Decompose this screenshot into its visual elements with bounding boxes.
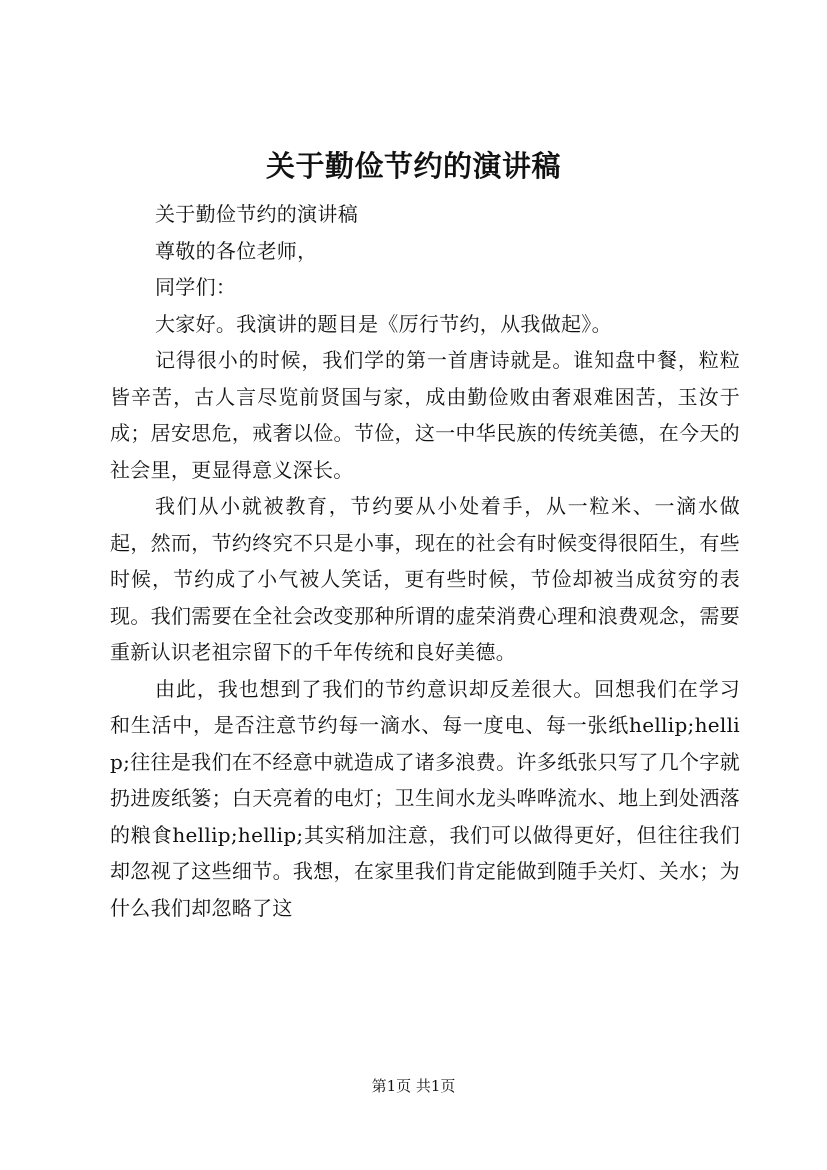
paragraph-body-2: 我们从小就被教育，节约要从小处着手，从一粒米、一滴水做起，然而，节约终究不只是小事，现在的社会有时候变得很陌生，有些时候，节约成了小气被人笑话，更有些时候，节俭却被当成贫穷的表现。我们需要在全社会改变那种所谓的虚荣消费心理和浪费观念，需要重新认识老祖宗留下的千年传统和良好美德。: [110, 494, 740, 664]
paragraph-salutation: 尊敬的各位老师，: [155, 238, 318, 263]
paragraph-greeting: 大家好。我演讲的题目是《厉行节约，从我做起》。: [155, 311, 612, 336]
paragraph-body-3: 由此，我也想到了我们的节约意识却反差很大。回想我们在学习和生活中，是否注意节约每一滴水、每一度电、每一张纸hellip;hellip;往往是我们在不经意中就造成了诸多浪费。许多纸张只写了几个字就扔进废纸篓；白天亮着的电灯；卫生间水龙头哗哗流水、地上到处洒落的粮食hellip;hellip;其实稍加注意，我们可以做得更好，但往往我们却忽视了这些细节。我想，在家里我们肯定能做到随手关灯、关水；为什么我们却忽略了这: [110, 676, 740, 920]
paragraph-body-1: 记得很小的时候，我们学的第一首唐诗就是。谁知盘中餐，粒粒皆辛苦，古人言尽览前贤国与家，成由勤俭败由奢艰难困苦，玉汝于成；居安思危，戒奢以俭。节俭，这一中华民族的传统美德，在今天的社会里，更显得意义深长。: [110, 348, 740, 482]
document-title: 关于勤俭节约的演讲稿: [265, 149, 561, 183]
page-footer: 第1页 共1页: [371, 1077, 456, 1095]
paragraph-heading: 关于勤俭节约的演讲稿: [155, 202, 358, 226]
paragraph-audience: 同学们：: [155, 275, 237, 299]
document-body: [110, 196, 740, 926]
